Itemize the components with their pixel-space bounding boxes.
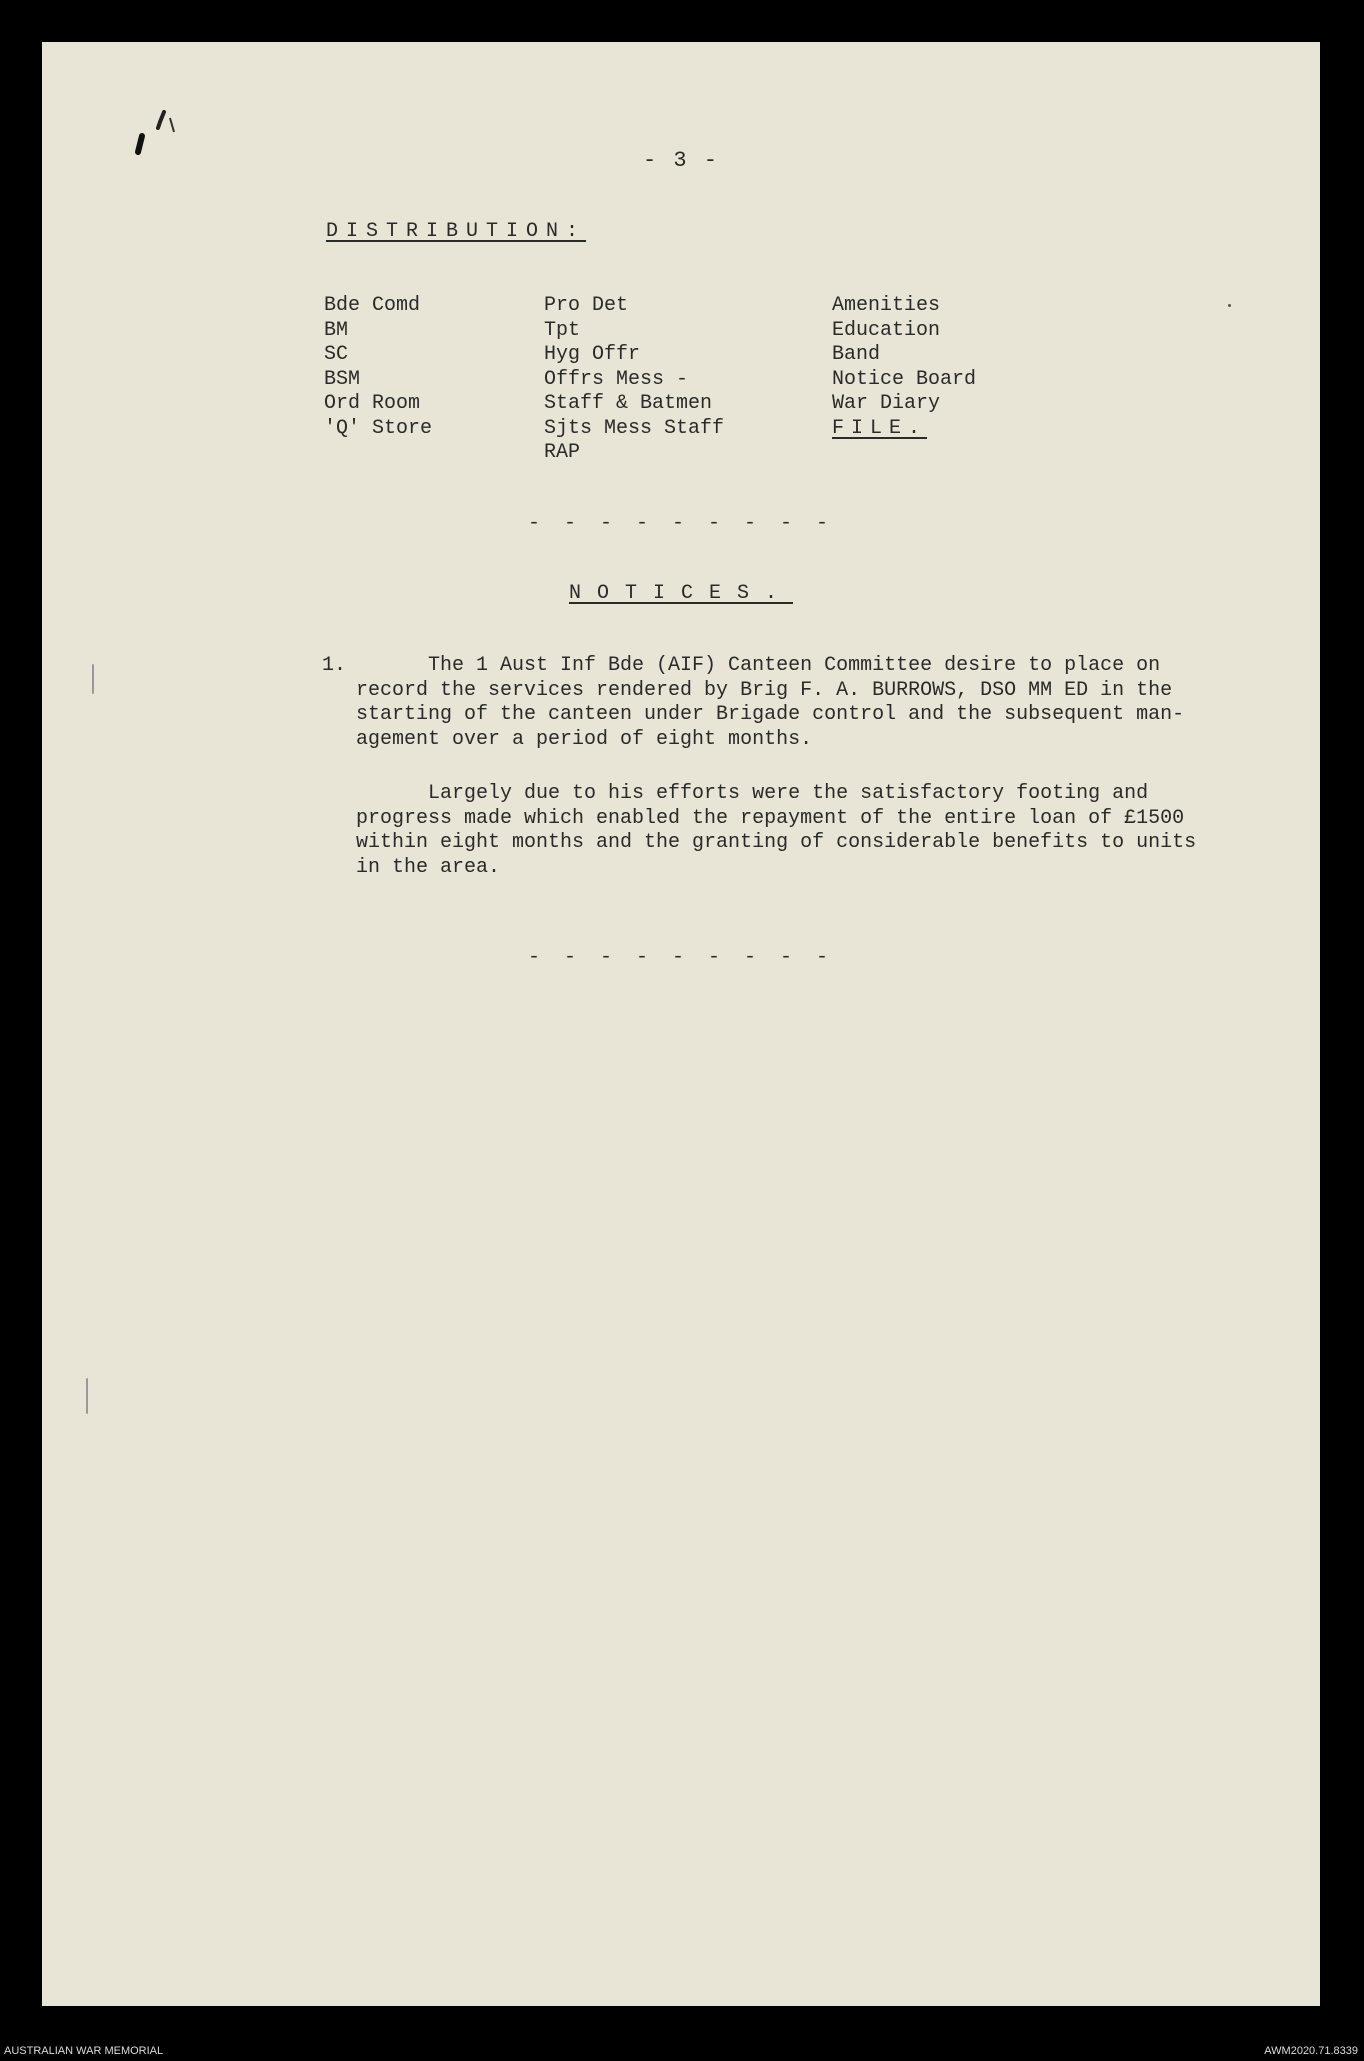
distribution-item: Education	[832, 318, 941, 342]
separator-line: - - - - - - - - -	[527, 512, 835, 535]
distribution-item: 'Q' Store	[324, 416, 433, 440]
distribution-item: RAP	[544, 441, 581, 464]
distribution-item: War Diary	[832, 392, 941, 415]
distribution-column-1	[324, 294, 432, 441]
separator-line: - - - - - - - - -	[527, 946, 835, 969]
notice-paragraph-1: The 1 Aust Inf Bde (AIF) Canteen Committee desire to place on record the services rendered by Brig F. A. BURROWS, DSO MM ED in the starting of the canteen under Brigade control and the subsequent man- agement over a period of eight months.	[356, 654, 1185, 751]
paper-speck	[92, 664, 94, 694]
distribution-item: Pro Det	[544, 294, 629, 317]
footer-accession-number: AWM2020.71.8339	[1264, 2045, 1358, 2057]
notice-paragraph-2: Largely due to his efforts were the satisfactory footing and progress made which enabled the repayment of the entire loan of £1500 within eight months and the granting of considerable benefits to units in the area.	[356, 782, 1197, 879]
notice-number: 1.	[322, 654, 347, 677]
distribution-item: Bde Comd	[324, 294, 421, 317]
distribution-heading: DISTRIBUTION:	[326, 220, 587, 243]
distribution-item: Tpt	[544, 318, 581, 342]
distribution-column-3	[832, 294, 976, 441]
distribution-item: Band	[832, 343, 881, 366]
distribution-item: Staff & Batmen	[544, 392, 713, 415]
distribution-item: Notice Board	[832, 367, 977, 391]
paper-speck	[86, 1378, 88, 1414]
distribution-item: Offrs Mess -	[544, 367, 689, 391]
distribution-item-file: FILE.	[832, 416, 928, 440]
paper-speck	[1228, 304, 1231, 307]
distribution-item: Ord Room	[324, 392, 421, 415]
distribution-item: SC	[324, 343, 349, 366]
document-page	[42, 42, 1320, 2006]
distribution-item: Hyg Offr	[544, 343, 641, 366]
page-number: - 3 -	[642, 148, 719, 173]
footer-credit: AUSTRALIAN WAR MEMORIAL	[4, 2045, 164, 2057]
distribution-item: BSM	[324, 367, 361, 391]
distribution-item: BM	[324, 318, 349, 342]
distribution-item: Amenities	[832, 294, 941, 317]
notices-heading: NOTICES.	[568, 582, 793, 605]
distribution-item: Sjts Mess Staff	[544, 416, 725, 440]
distribution-column-2	[544, 294, 724, 466]
